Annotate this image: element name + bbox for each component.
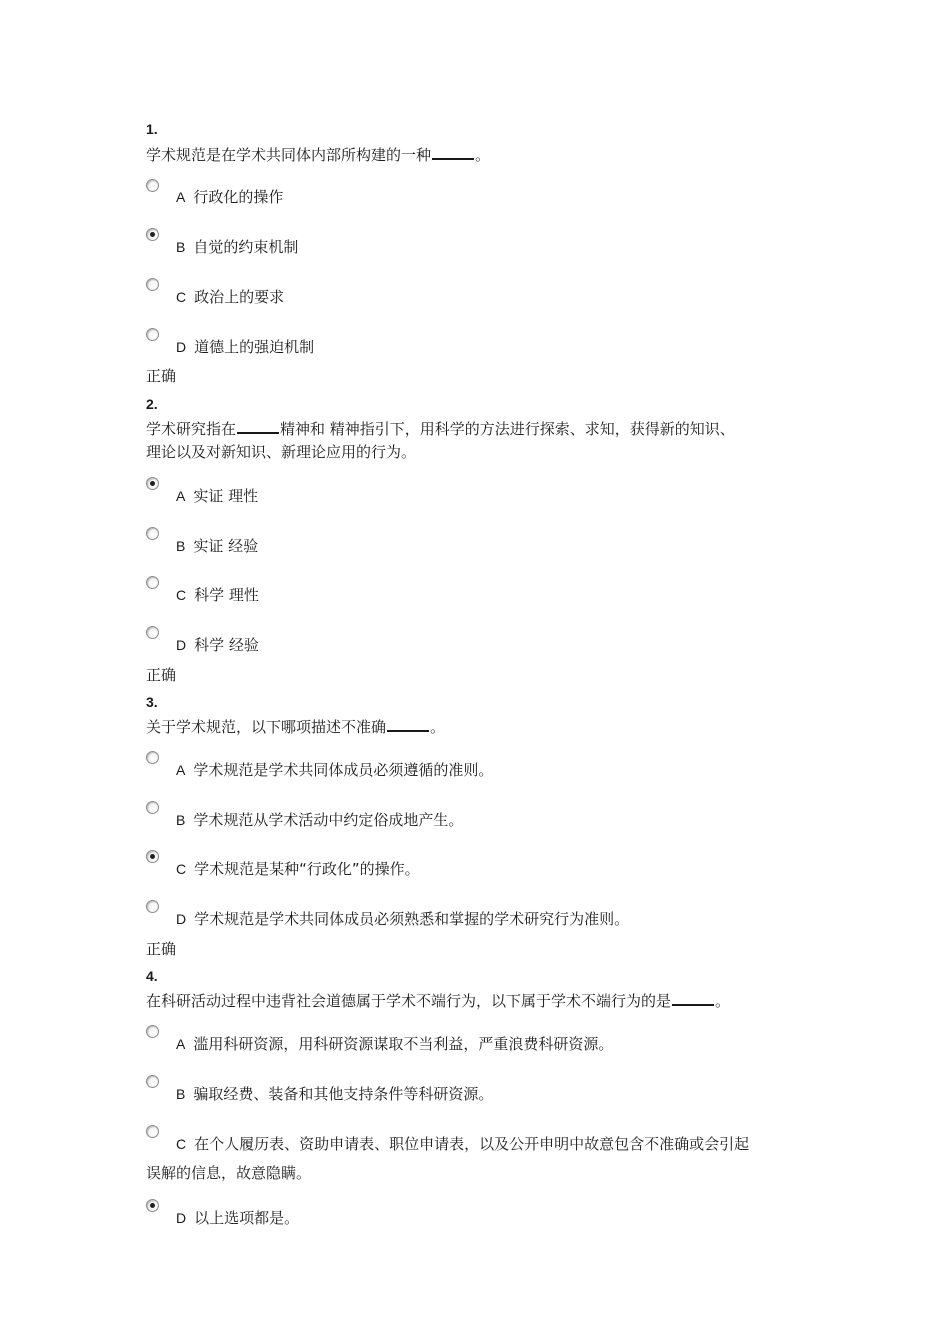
radio-q3-d[interactable] (146, 900, 159, 913)
radio-q3-a[interactable] (146, 751, 159, 764)
option-q2-b[interactable]: B 实证 经验 (176, 537, 259, 555)
radio-q4-d[interactable] (146, 1199, 159, 1212)
option-q3-b[interactable]: B 学术规范从学术活动中约定俗成地产生。 (176, 811, 464, 829)
radio-q4-b[interactable] (146, 1075, 159, 1088)
question-text: 关于学术规范，以下哪项描述不准确 。 (146, 718, 446, 736)
radio-q1-c[interactable] (146, 278, 159, 291)
option-q4-c[interactable]: C 在个人履历表、资助申请表、职位申请表，以及公开申明中故意包含不准确或会引起 (176, 1135, 750, 1153)
option-q2-d[interactable]: D 科学 经验 (176, 636, 259, 654)
option-q1-d[interactable]: D 道德上的强迫机制 (176, 338, 315, 356)
option-q4-d[interactable]: D 以上选项都是。 (176, 1209, 300, 1227)
result-label: 正确 (146, 940, 177, 958)
radio-q2-d[interactable] (146, 626, 159, 639)
question-text: 学术规范是在学术共同体内部所构建的一种 。 (146, 146, 491, 164)
option-q1-a[interactable]: A 行政化的操作 (176, 188, 284, 206)
question-number: 3. (146, 694, 158, 710)
option-q2-a[interactable]: A 实证 理性 (176, 487, 259, 505)
radio-q2-c[interactable] (146, 576, 159, 589)
answer-blank (237, 420, 279, 434)
question-number: 1. (146, 121, 158, 137)
option-q3-d[interactable]: D 学术规范是学术共同体成员必须熟悉和掌握的学术研究行为准则。 (176, 910, 630, 928)
answer-blank (387, 718, 429, 732)
option-q4-c-line2: 误解的信息，故意隐瞒。 (146, 1164, 312, 1182)
option-q4-a[interactable]: A 滥用科研资源，用科研资源谋取不当利益，严重浪费科研资源。 (176, 1035, 614, 1053)
radio-q1-b[interactable] (146, 228, 159, 241)
option-q3-c[interactable]: C 学术规范是某种“行政化”的操作。 (176, 860, 420, 878)
option-q1-b[interactable]: B 自觉的约束机制 (176, 238, 299, 256)
question-text: 学术研究指在 精神和 精神指引下，用科学的方法进行探索、求知，获得新的知识、 (146, 420, 735, 438)
radio-q1-a[interactable] (146, 179, 159, 192)
option-q3-a[interactable]: A 学术规范是学术共同体成员必须遵循的准则。 (176, 761, 494, 779)
answer-blank (672, 992, 714, 1006)
result-label: 正确 (146, 367, 177, 385)
radio-q4-a[interactable] (146, 1025, 159, 1038)
answer-blank (432, 146, 474, 160)
radio-q2-b[interactable] (146, 527, 159, 540)
radio-q1-d[interactable] (146, 328, 159, 341)
option-q2-c[interactable]: C 科学 理性 (176, 586, 259, 604)
radio-q4-c[interactable] (146, 1125, 159, 1138)
question-text: 在科研活动过程中违背社会道德属于学术不端行为，以下属于学术不端行为的是 。 (146, 992, 731, 1010)
question-text-line2: 理论以及对新知识、新理论应用的行为。 (146, 443, 417, 461)
question-number: 4. (146, 968, 158, 984)
radio-q2-a[interactable] (146, 477, 159, 490)
option-q4-b[interactable]: B 骗取经费、装备和其他支持条件等科研资源。 (176, 1085, 494, 1103)
option-q1-c[interactable]: C 政治上的要求 (176, 288, 285, 306)
result-label: 正确 (146, 666, 177, 684)
radio-q3-c[interactable] (146, 850, 159, 863)
question-number: 2. (146, 396, 158, 412)
radio-q3-b[interactable] (146, 801, 159, 814)
